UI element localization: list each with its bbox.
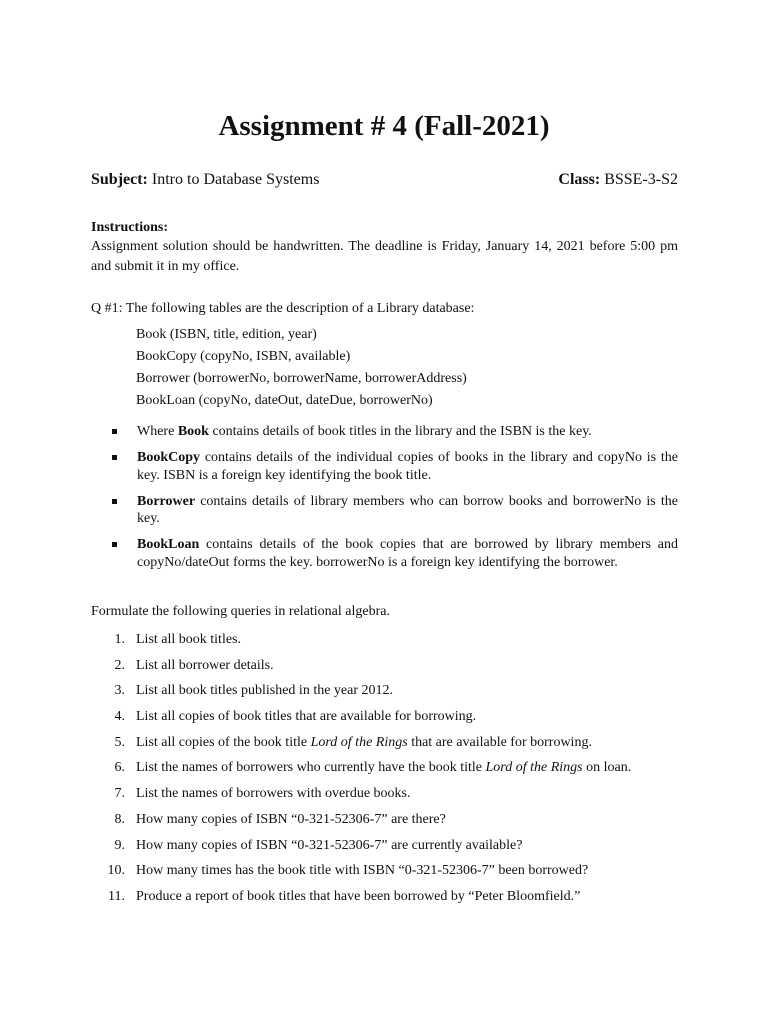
square-bullet-icon bbox=[112, 542, 117, 547]
list-item bbox=[112, 536, 678, 571]
query-number: 1. bbox=[114, 632, 125, 647]
query-text: How many copies of ISBN “0-321-52306-7” are currently available? bbox=[136, 837, 523, 853]
square-bullet-icon bbox=[112, 429, 117, 434]
query-text: List the names of borrowers who currently have the book title bbox=[136, 760, 486, 776]
query-text-post: that are available for borrowing. bbox=[407, 734, 592, 750]
subject-line bbox=[91, 169, 319, 191]
query-number: 3. bbox=[114, 683, 125, 699]
bullet-text: contains details of library members who can borrow books and borrowerNo is the key. bbox=[137, 493, 678, 526]
bullet-text: contains details of the book copies that are borrowed by library members and copyNo/dateOut forms the key. borrowerNo is a foreign key identifying the borrower. bbox=[137, 537, 678, 570]
bullet-term: Book bbox=[177, 424, 209, 439]
list-item bbox=[103, 810, 683, 836]
page-title: Assignment # 4 (Fall-2021) bbox=[218, 110, 550, 142]
square-bullet-icon bbox=[112, 455, 117, 460]
list-item bbox=[103, 861, 683, 887]
query-number: 7. bbox=[114, 786, 125, 802]
list-item bbox=[103, 733, 683, 759]
class-label: Class: bbox=[558, 171, 601, 188]
query-text: List all borrower details. bbox=[136, 657, 274, 673]
query-number: 9. bbox=[114, 837, 125, 853]
query-text: Produce a report of book titles that have been borrowed by “Peter Bloomfield.” bbox=[136, 888, 581, 904]
query-number: 11. bbox=[108, 888, 125, 904]
schema-item-book: Book (ISBN, title, edition, year) bbox=[136, 327, 317, 342]
bullet-text-pre: Where bbox=[137, 424, 178, 439]
list-item bbox=[103, 681, 683, 707]
query-number: 6. bbox=[114, 760, 125, 776]
query-text: List the names of borrowers with overdue books. bbox=[136, 786, 411, 802]
list-item bbox=[103, 836, 683, 862]
list-item bbox=[103, 630, 683, 656]
query-text: List all book titles published in the year 2012. bbox=[136, 683, 394, 699]
bullet-text: contains details of the individual copies of books in the library and copyNo is the key. ISBN is a foreign key identifying the book title. bbox=[137, 450, 678, 483]
query-number: 4. bbox=[114, 709, 125, 725]
subject-value: Intro to Database Systems bbox=[151, 171, 320, 188]
class-value: BSSE-3-S2 bbox=[604, 171, 678, 188]
instructions-heading: Instructions: bbox=[91, 220, 169, 235]
query-number: 2. bbox=[114, 657, 125, 673]
query-text: List all book titles. bbox=[136, 632, 241, 647]
square-bullet-icon bbox=[112, 499, 117, 504]
query-text: List all copies of book titles that are available for borrowing. bbox=[136, 709, 477, 725]
schema-item-bookcopy: BookCopy (copyNo, ISBN, available) bbox=[136, 349, 351, 364]
list-item bbox=[103, 656, 683, 682]
query-number: 8. bbox=[114, 811, 125, 827]
bullet-term: BookCopy bbox=[137, 450, 201, 465]
list-item bbox=[103, 784, 683, 810]
query-text-post: on loan. bbox=[582, 760, 632, 776]
formulate-instruction: Formulate the following queries in relational algebra. bbox=[91, 604, 390, 619]
meta-row bbox=[91, 169, 678, 191]
schema-item-borrower: Borrower (borrowerNo, borrowerName, borrowerAddress) bbox=[136, 371, 467, 386]
bullet-term: BookLoan bbox=[137, 537, 200, 552]
book-title: Lord of the Rings bbox=[310, 734, 408, 750]
query-text: How many times has the book title with ISBN “0-321-52306-7” been borrowed? bbox=[136, 863, 589, 879]
schema-item-bookloan: BookLoan (copyNo, dateOut, dateDue, borrowerNo) bbox=[136, 393, 433, 408]
query-number: 5. bbox=[114, 734, 125, 750]
subject-label: Subject: bbox=[91, 171, 148, 188]
instructions-text: Assignment solution should be handwritten. The deadline is Friday, January 14, 2021 before 5:00 pm and submit it in my office. bbox=[91, 239, 678, 274]
bullet-term: Borrower bbox=[137, 493, 196, 509]
list-item bbox=[112, 493, 678, 528]
schema-list bbox=[136, 324, 467, 412]
list-item bbox=[103, 887, 683, 913]
list-item bbox=[103, 758, 683, 784]
list-item bbox=[112, 449, 678, 484]
question-1-intro: Q #1: The following tables are the description of a Library database: bbox=[91, 301, 475, 316]
list-item bbox=[103, 707, 683, 733]
table-descriptions bbox=[112, 423, 678, 580]
class-line bbox=[558, 169, 678, 191]
list-item bbox=[112, 423, 678, 441]
query-text: How many copies of ISBN “0-321-52306-7” are there? bbox=[136, 811, 446, 827]
query-list bbox=[103, 630, 683, 913]
book-title: Lord of the Rings bbox=[485, 760, 583, 776]
query-number: 10. bbox=[107, 863, 125, 879]
query-text: List all copies of the book title bbox=[136, 734, 311, 750]
bullet-text: contains details of book titles in the library and the ISBN is the key. bbox=[208, 424, 592, 439]
